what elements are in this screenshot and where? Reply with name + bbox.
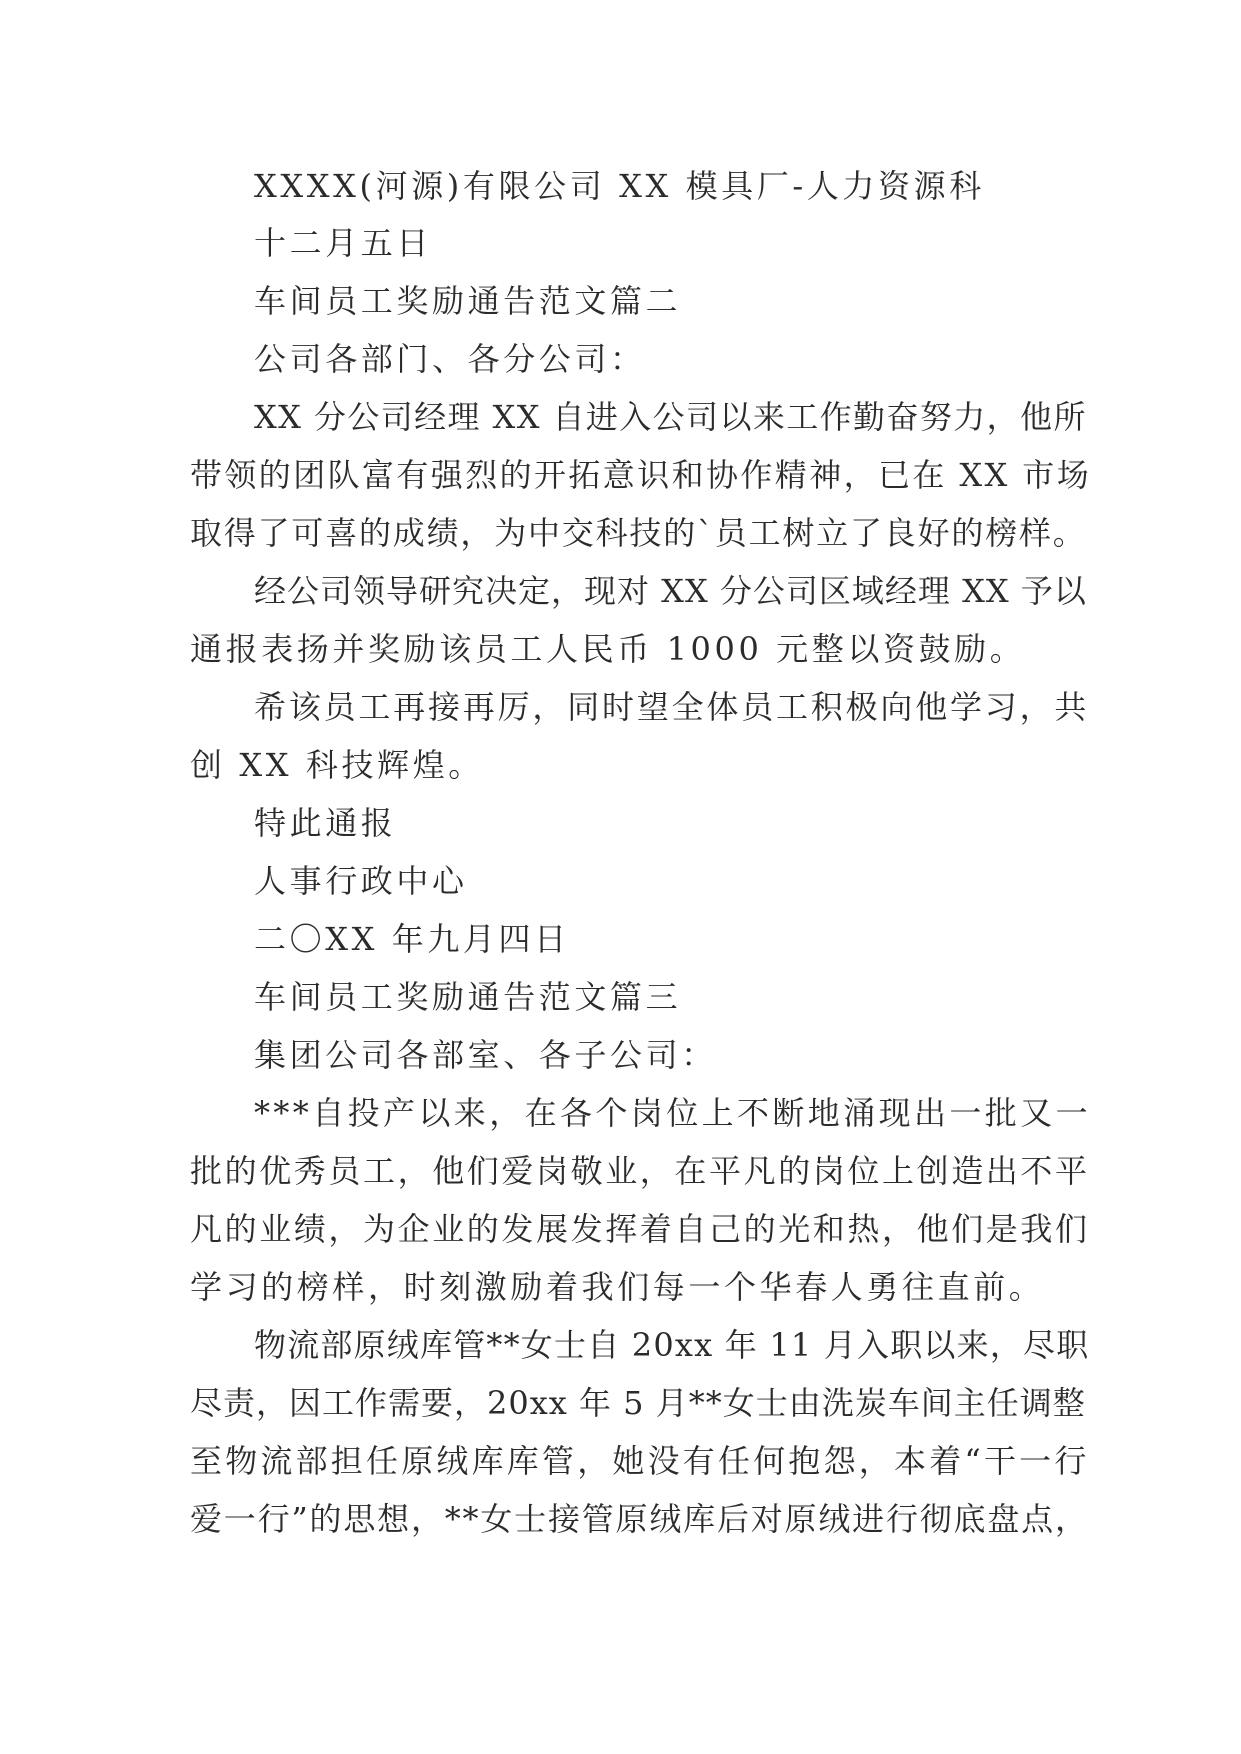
paragraph-line: 带领的团队富有强烈的开拓意识和协作精神，已在 XX 市场	[190, 456, 1092, 494]
paragraph-line: 爱一行”的思想，**女士接管原绒库后对原绒进行彻底盘点，	[190, 1500, 1089, 1538]
paragraph-line: 创 XX 科技辉煌。	[190, 746, 484, 784]
paragraph-line: 批的优秀员工，他们爱岗敬业，在平凡的岗位上创造出不平	[190, 1152, 1090, 1190]
paragraph-line: XX 分公司经理 XX 自进入公司以来工作勤奋努力，他所	[254, 398, 1087, 436]
paragraph-line: 学习的榜样，时刻激励着我们每一个华春人勇往直前。	[190, 1268, 1045, 1306]
paragraph-line: 通报表扬并奖励该员工人民币 1000 元整以资鼓励。	[190, 630, 1026, 668]
issuer-line: 人事行政中心	[254, 862, 468, 900]
date-line: 二〇XX 年九月四日	[254, 920, 570, 958]
section-title-3: 车间员工奖励通告范文篇三	[254, 978, 682, 1016]
paragraph-line: ***自投产以来，在各个岗位上不断地涌现出一批又一	[254, 1094, 1092, 1132]
notice-closing-line: 特此通报	[254, 804, 397, 842]
paragraph-line: 凡的业绩，为企业的发展发挥着自己的光和热，他们是我们	[190, 1210, 1090, 1248]
paragraph-line: 至物流部担任原绒库库管，她没有任何抱怨，本着“干一行	[190, 1442, 1090, 1480]
paragraph-line: 经公司领导研究决定，现对 XX 分公司区域经理 XX 予以	[254, 572, 1087, 610]
date-line: 十二月五日	[254, 224, 433, 262]
salutation-line: 集团公司各部室、各子公司：	[254, 1036, 717, 1074]
section-title-2: 车间员工奖励通告范文篇二	[254, 282, 682, 320]
paragraph-line: 物流部原绒库管**女士自 20xx 年 11 月入职以来，尽职	[254, 1326, 1090, 1364]
org-signature-line: XXXX(河源)有限公司 XX 模具厂-人力资源科	[254, 167, 985, 205]
paragraph-line: 取得了可喜的成绩，为中交科技的`员工树立了良好的榜样。	[190, 514, 1087, 552]
paragraph-line: 希该员工再接再厉，同时望全体员工积极向他学习，共	[254, 688, 1090, 726]
paragraph-line: 尽责，因工作需要，20xx 年 5 月**女士由洗炭车间主任调整	[190, 1384, 1086, 1422]
salutation-line: 公司各部门、各分公司：	[254, 340, 646, 378]
